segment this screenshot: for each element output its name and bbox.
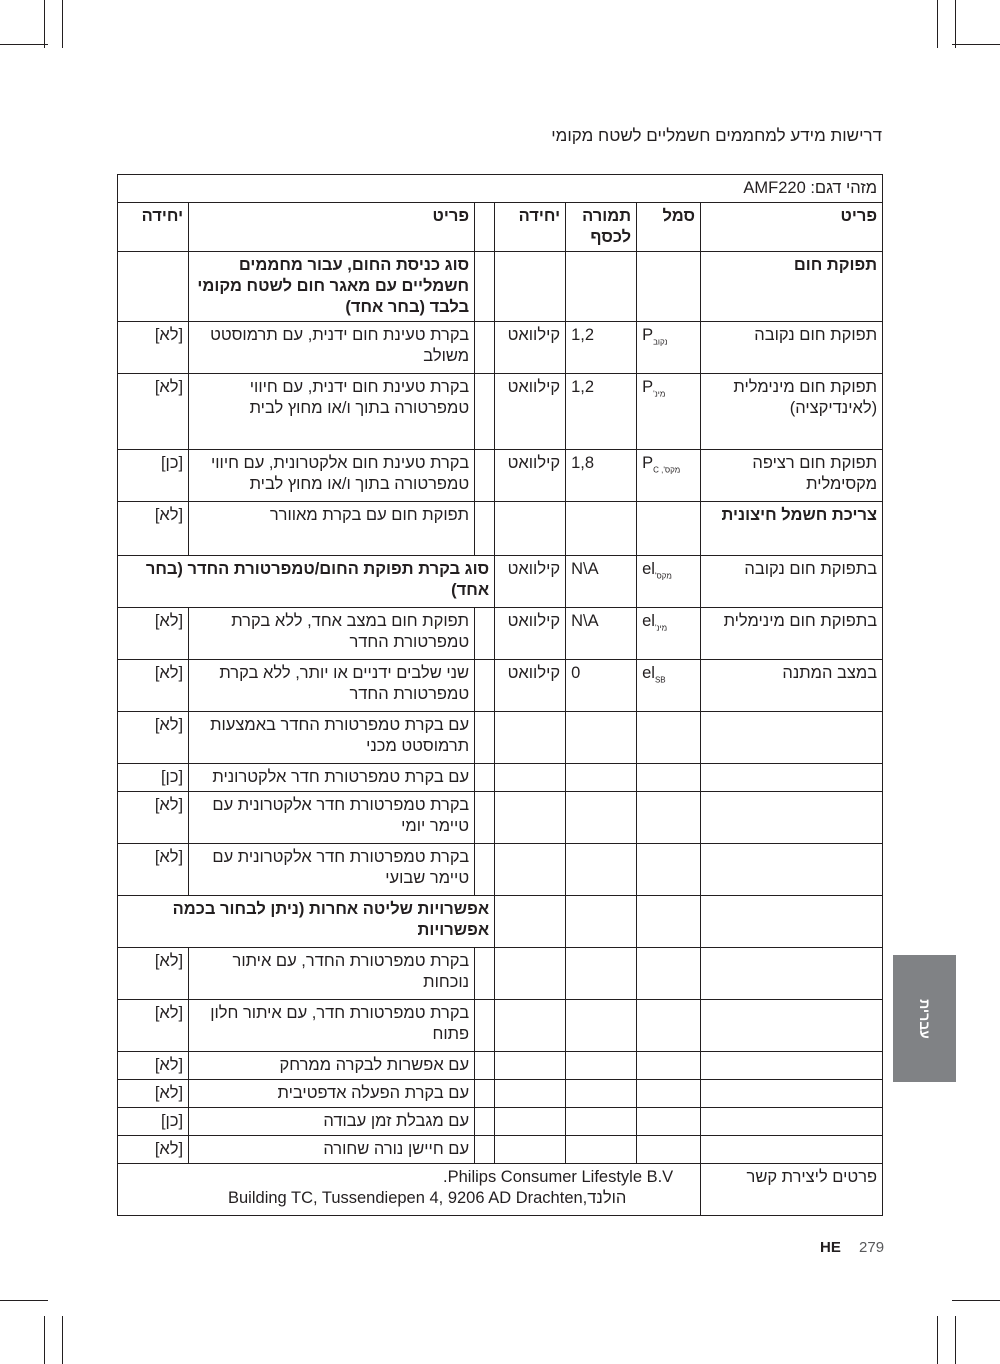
symbol-cell (637, 660, 701, 712)
unit2-cell: [לא] (118, 1000, 189, 1052)
unit2-cell: [לא] (118, 374, 189, 450)
table-row (118, 948, 883, 1000)
unit2-cell: [כן] (118, 1108, 189, 1136)
item-cell (701, 1052, 883, 1080)
model-row (118, 175, 883, 203)
unit2-cell: [לא] (118, 660, 189, 712)
symbol-subscript: מקס' (654, 571, 672, 581)
spacer-cell (475, 764, 495, 792)
unit-cell (495, 1108, 566, 1136)
item2-cell: תפוקת חום עם בקרת מאוורר (189, 502, 475, 556)
symbol-cell (637, 608, 701, 660)
symbol-cell (637, 896, 701, 948)
symbol-cell (637, 1052, 701, 1080)
crop-mark (937, 0, 938, 48)
spacer-cell (475, 322, 495, 374)
unit-cell: קילוואט (495, 374, 566, 450)
crop-mark (937, 1316, 938, 1364)
unit2-cell: [לא] (118, 608, 189, 660)
item-cell: תפוקת חום (701, 252, 883, 322)
spacer-cell (475, 450, 495, 502)
crop-mark (62, 0, 63, 48)
item2-cell: אפשרויות שליטה אחרות (ניתן לבחור בכמה אפשרויות (118, 896, 495, 948)
spacer-cell (475, 948, 495, 1000)
symbol-cell (637, 1108, 701, 1136)
table-row (118, 660, 883, 712)
value-cell (566, 764, 637, 792)
value-cell (566, 1136, 637, 1164)
symbol-cell (637, 374, 701, 450)
symbol-cell (637, 252, 701, 322)
unit-cell (495, 712, 566, 764)
item2-cell: בקרת טעינת חום ידנית, עם תרמוסטט משולב (189, 322, 475, 374)
unit-cell: קילוואט (495, 608, 566, 660)
unit2-cell: [לא] (118, 502, 189, 556)
value-cell: N\A (566, 608, 637, 660)
unit2-cell: [לא] (118, 712, 189, 764)
item-cell (701, 764, 883, 792)
item-cell (701, 1108, 883, 1136)
header-value: תמורה לכסף (566, 203, 637, 252)
item-cell (701, 896, 883, 948)
table-row (118, 502, 883, 556)
item-cell (701, 1136, 883, 1164)
model-id: מזהי דגם: AMF220 (118, 175, 883, 203)
value-cell (566, 792, 637, 844)
symbol-cell (637, 792, 701, 844)
page-footer (820, 1239, 884, 1256)
crop-mark (0, 1300, 48, 1301)
unit-cell (495, 896, 566, 948)
contact-label: פרטים ליצירת קשר (701, 1164, 883, 1216)
unit2-cell: [לא] (118, 1136, 189, 1164)
item-cell (701, 1000, 883, 1052)
item2-cell: שני שלבים ידניים או יותר, ללא בקרת טמפרטורת החדר (189, 660, 475, 712)
spacer-cell (475, 1052, 495, 1080)
header-unit: יחידה (495, 203, 566, 252)
unit-cell (495, 252, 566, 322)
unit-cell (495, 948, 566, 1000)
table-row (118, 792, 883, 844)
symbol-text: P (642, 454, 654, 472)
item2-cell: תפוקת חום במצב אחד, ללא בקרת טמפרטורת החדר (189, 608, 475, 660)
spacer-cell (475, 712, 495, 764)
symbol-cell (637, 948, 701, 1000)
header-item2: פריט (189, 203, 475, 252)
unit2-cell: [לא] (118, 322, 189, 374)
value-cell (566, 1108, 637, 1136)
item-cell: במצב המתנה (701, 660, 883, 712)
page-title: דרישות מידע למחממים חשמליים לשטח מקומי (551, 126, 882, 145)
symbol-cell (637, 1080, 701, 1108)
value-cell (566, 844, 637, 896)
contact-country: הולנד (587, 1189, 627, 1207)
spec-table (117, 174, 883, 1216)
item2-cell: עם חיישן נורה שחורה (189, 1136, 475, 1164)
contact-row (118, 1164, 883, 1216)
contact-company: Philips Consumer Lifestyle B.V. (443, 1168, 674, 1186)
spacer-cell (475, 1136, 495, 1164)
spacer-cell (475, 1000, 495, 1052)
item2-cell: בקרת טמפרטורת החדר, עם איתור נוכחות (189, 948, 475, 1000)
unit-cell (495, 1052, 566, 1080)
unit-cell (495, 844, 566, 896)
symbol-cell (637, 1000, 701, 1052)
value-cell (566, 502, 637, 556)
item2-cell: בקרת טעינת חום אלקטרונית, עם חיווי טמפרטורה בתוך ו/או מחוץ לבית (189, 450, 475, 502)
symbol-subscript: נקוב (653, 337, 668, 347)
table-row (118, 450, 883, 502)
value-cell: N\A (566, 556, 637, 608)
table-row (118, 322, 883, 374)
symbol-subscript: מקס', C (653, 465, 681, 475)
symbol-cell (637, 844, 701, 896)
item-cell (701, 948, 883, 1000)
unit-cell (495, 502, 566, 556)
unit-cell (495, 792, 566, 844)
unit2-cell: [לא] (118, 844, 189, 896)
spacer-cell (475, 374, 495, 450)
item-cell: תפוקת חום רציפה מקסימלית (701, 450, 883, 502)
table-row (118, 1080, 883, 1108)
spacer-cell (475, 1080, 495, 1108)
contact-details (118, 1164, 701, 1216)
unit-cell (495, 1000, 566, 1052)
item-cell: בתפוקת חום נקובה (701, 556, 883, 608)
item2-cell: בקרת טמפרטורת חדר, עם איתור חלון פתוח (189, 1000, 475, 1052)
spacer-cell (475, 844, 495, 896)
crop-mark (952, 44, 1000, 45)
item2-cell: עם אפשרות לבקרה ממרחק (189, 1052, 475, 1080)
symbol-cell (637, 502, 701, 556)
item2-cell: סוג כניסת החום, עבור מחממים חשמליים עם מאגר חום לשטח מקומי בלבד (בחר אחד) (189, 252, 475, 322)
item2-cell: עם בקרת טמפרטורת החדר באמצעות תרמוסטט מכני (189, 712, 475, 764)
unit2-cell: [כן] (118, 764, 189, 792)
item-cell (701, 844, 883, 896)
header-item: פריט (701, 203, 883, 252)
crop-mark (955, 1316, 956, 1364)
spacer-cell (475, 502, 495, 556)
item-cell: בתפוקת חום מינימלית (701, 608, 883, 660)
value-cell (566, 1080, 637, 1108)
spacer-cell (475, 660, 495, 712)
unit-cell: קילוואט (495, 322, 566, 374)
crop-mark (62, 1316, 63, 1364)
header-row (118, 203, 883, 252)
crop-mark (44, 0, 45, 48)
symbol-cell (637, 450, 701, 502)
symbol-subscript: מינ' (653, 389, 666, 399)
page-number: 279 (859, 1239, 885, 1256)
unit2-cell: [לא] (118, 1080, 189, 1108)
crop-mark (952, 1300, 1000, 1301)
symbol-subscript: SB (654, 675, 666, 685)
value-cell (566, 252, 637, 322)
symbol-cell (637, 322, 701, 374)
item-cell: תפוקת חום מינימלית (לאינדיקציה) (701, 374, 883, 450)
value-cell (566, 1000, 637, 1052)
value-cell (566, 896, 637, 948)
item-cell (701, 1080, 883, 1108)
unit-cell: קילוואט (495, 660, 566, 712)
unit-cell: קילוואט (495, 556, 566, 608)
header-unit2: יחידה (118, 203, 189, 252)
item2-cell: בקרת טמפרטורת חדר אלקטרונית עם טיימר שבועי (189, 844, 475, 896)
symbol-text: P (642, 326, 654, 344)
item2-cell: עם מגבלת זמן עבודה (189, 1108, 475, 1136)
symbol-subscript: מינ' (654, 623, 668, 633)
table-row (118, 712, 883, 764)
crop-mark (44, 1316, 45, 1364)
symbol-text: el (642, 612, 655, 630)
item2-cell: סוג בקרת תפוקת החום/טמפרטורת החדר (בחר אחד) (118, 556, 495, 608)
contact-street: Building TC, Tussendiepen 4, 9206 AD Drachten (228, 1189, 583, 1207)
table-row (118, 374, 883, 450)
spacer-cell (475, 252, 495, 322)
spacer-cell (475, 608, 495, 660)
item-cell: צריכת חשמל חיצונית (701, 502, 883, 556)
item2-cell: בקרת טמפרטורת חדר אלקטרונית עם טיימר יומי (189, 792, 475, 844)
symbol-cell (637, 712, 701, 764)
unit-cell: קילוואט (495, 450, 566, 502)
item-cell (701, 712, 883, 764)
table-row (118, 1052, 883, 1080)
language-tab-label: עברית (916, 998, 933, 1039)
value-cell (566, 1052, 637, 1080)
unit2-cell: [לא] (118, 792, 189, 844)
symbol-cell (637, 1136, 701, 1164)
crop-mark (955, 0, 956, 48)
unit2-cell: [כן] (118, 450, 189, 502)
table-row (118, 1000, 883, 1052)
unit-cell (495, 764, 566, 792)
symbol-text: el (642, 664, 655, 682)
table-row (118, 252, 883, 322)
item2-cell: עם בקרת טמפרטורת חדר אלקטרונית (189, 764, 475, 792)
unit2-cell (118, 252, 189, 322)
footer-language: HE (820, 1239, 841, 1256)
table-row (118, 764, 883, 792)
unit2-cell: [לא] (118, 948, 189, 1000)
unit-cell (495, 1080, 566, 1108)
value-cell: 1,2 (566, 374, 637, 450)
item2-cell: עם בקרת הפעלה אדפטיבית (189, 1080, 475, 1108)
language-tab (893, 955, 956, 1082)
header-symbol: סמל (637, 203, 701, 252)
unit-cell (495, 1136, 566, 1164)
crop-mark (0, 44, 48, 45)
spacer-cell (475, 203, 495, 252)
table-row (118, 844, 883, 896)
value-cell: 0 (566, 660, 637, 712)
symbol-cell (637, 764, 701, 792)
value-cell (566, 948, 637, 1000)
symbol-cell (637, 556, 701, 608)
item2-cell: בקרת טעינת חום ידנית, עם חיווי טמפרטורה בתוך ו/או מחוץ לבית (189, 374, 475, 450)
spacer-cell (475, 792, 495, 844)
table-row (118, 608, 883, 660)
value-cell (566, 712, 637, 764)
symbol-text: el (642, 560, 655, 578)
item-cell (701, 792, 883, 844)
item-cell: תפוקת חום נקובה (701, 322, 883, 374)
table-row (118, 1136, 883, 1164)
table-row (118, 896, 883, 948)
spacer-cell (475, 1108, 495, 1136)
table-row (118, 1108, 883, 1136)
unit2-cell: [לא] (118, 1052, 189, 1080)
table-row (118, 556, 883, 608)
contact-address: הולנד,Building TC, Tussendiepen 4, 9206 AD Drachten (228, 1189, 627, 1207)
value-cell: 1,8 (566, 450, 637, 502)
value-cell: 1,2 (566, 322, 637, 374)
symbol-text: P (642, 378, 654, 396)
